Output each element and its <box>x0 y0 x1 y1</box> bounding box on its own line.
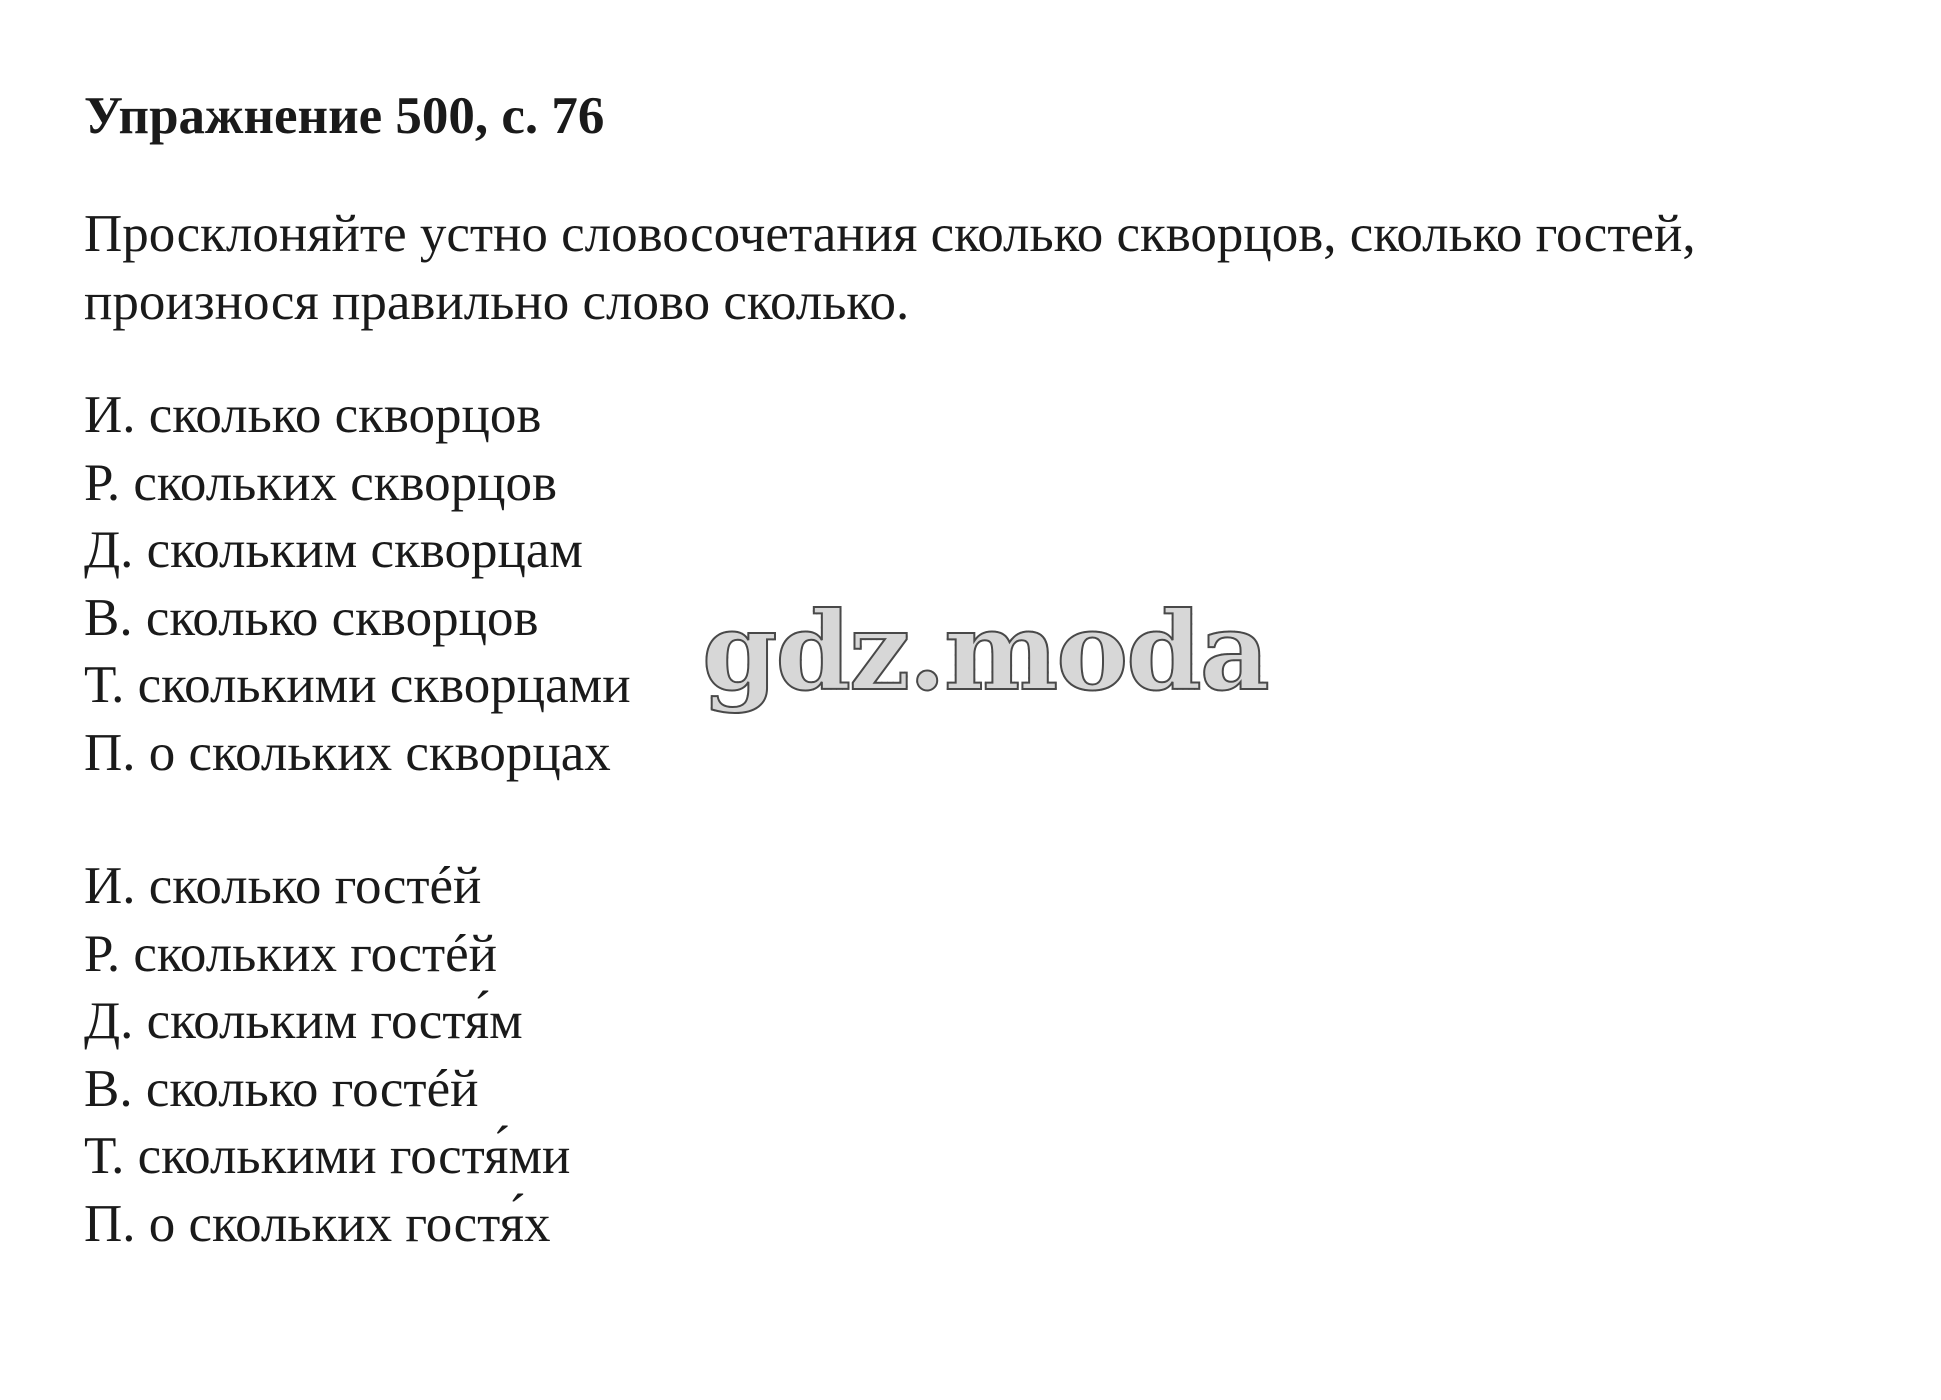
case-prepositional: П. о скольких гостя́х <box>84 1194 551 1253</box>
declension-list-skvortsy <box>84 382 631 787</box>
case-accusative: В. сколько скворцов <box>84 588 539 647</box>
task-line: произнося правильно слово сколько. <box>84 273 910 331</box>
case-dative: Д. скольким скворцам <box>84 521 583 579</box>
watermark-logo: gdz.moda <box>702 589 1268 715</box>
case-genitive: Р. скольких гостéй <box>84 924 498 983</box>
task-text <box>84 200 1914 336</box>
declension-list-gosti <box>84 853 570 1258</box>
case-nominative: И. сколько гостéй <box>84 857 482 915</box>
task-line: Просклоняйте устно словосочетания сколько скворцов, сколько гостей, <box>84 205 1696 263</box>
case-instrumental: Т. сколькими гостя́ми <box>84 1127 571 1185</box>
case-dative: Д. скольким гостя́м <box>84 992 523 1050</box>
case-prepositional: П. о скольких скворцах <box>84 723 611 782</box>
exercise-title: Упражнение 500, с. 76 <box>84 87 605 145</box>
case-nominative: И. сколько скворцов <box>84 386 542 444</box>
case-genitive: Р. скольких скворцов <box>84 453 558 512</box>
case-accusative: В. сколько гостéй <box>84 1059 479 1118</box>
case-instrumental: Т. сколькими скворцами <box>84 656 631 714</box>
